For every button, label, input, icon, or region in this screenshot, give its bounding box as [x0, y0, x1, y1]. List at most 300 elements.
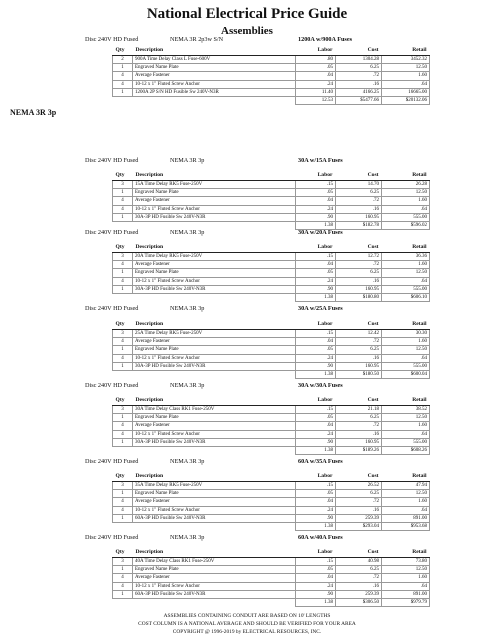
assembly-type: Disc 240V HD Fused: [85, 229, 139, 236]
description-cell: Average Fastener: [133, 498, 296, 506]
qty-header: Qty: [113, 548, 133, 558]
cost-header: Cost: [336, 243, 382, 253]
qty-cell: 1: [113, 490, 133, 498]
total-row: [113, 370, 430, 378]
labor-cell: .04: [296, 498, 336, 506]
total-labor: 1.38: [296, 522, 336, 530]
labor-cell: .05: [296, 566, 336, 574]
assembly-rating: 30A w/25A Fuses: [298, 305, 343, 312]
retail-cell: 47.94: [382, 482, 430, 490]
assembly-type: Disc 240V HD Fused: [85, 382, 139, 389]
qty-cell: 1: [113, 213, 133, 221]
table-header-row: [113, 243, 430, 253]
cost-header: Cost: [336, 396, 382, 406]
description-cell: 10-12 x 1" Fluted Screw Anchor: [133, 277, 296, 285]
description-cell: 30A-3P HD Fusible Sw 240V-N3R: [133, 438, 296, 446]
footer-line-3: COPYRIGHT @ 1996-2019 by ELECTRICAL RESOURCES, INC.: [172, 629, 322, 635]
retail-cell: 12.50: [382, 346, 430, 354]
total-cost: $182.78: [336, 221, 382, 229]
retail-cell: .64: [382, 506, 430, 514]
table-row: [113, 64, 430, 72]
cost-cell: .16: [336, 205, 382, 213]
table-row: [113, 406, 430, 414]
table-header-row: [113, 320, 430, 330]
section-label: NEMA 3R 3p: [10, 108, 57, 117]
assembly-enclosure: NEMA 3R 3p: [170, 382, 205, 389]
assembly-rating: 30A w/30A Fuses: [298, 382, 343, 389]
labor-header: Labor: [296, 320, 336, 330]
description-cell: 35A Time Delay RK5 Fuse-250V: [133, 482, 296, 490]
retail-cell: 12.50: [382, 490, 430, 498]
total-cost: $5477.66: [336, 96, 382, 104]
assembly-table: [112, 320, 430, 379]
description-cell: 10-12 x 1" Fluted Screw Anchor: [133, 80, 296, 88]
qty-cell: 1: [113, 514, 133, 522]
description-cell: 30A-3P HD Fusible Sw 240V-N3R: [133, 362, 296, 370]
description-header: Description: [133, 171, 296, 181]
cost-cell: 40.98: [336, 558, 382, 566]
table-row: [113, 197, 430, 205]
labor-cell: .90: [296, 590, 336, 598]
description-cell: Average Fastener: [133, 422, 296, 430]
labor-cell: .90: [296, 514, 336, 522]
cost-header: Cost: [336, 472, 382, 482]
labor-cell: .24: [296, 582, 336, 590]
labor-cell: .24: [296, 430, 336, 438]
retail-cell: 1.60: [382, 72, 430, 80]
qty-cell: 1: [113, 438, 133, 446]
qty-cell: 4: [113, 261, 133, 269]
table-row: [113, 213, 430, 221]
labor-cell: .24: [296, 205, 336, 213]
cost-cell: 160.95: [336, 285, 382, 293]
description-cell: 40A Time Delay Class RK1 Fuse-250V: [133, 558, 296, 566]
retail-cell: 1.60: [382, 261, 430, 269]
labor-cell: .80: [296, 56, 336, 64]
description-cell: 900A Time Delay Class L Fuse-600V: [133, 56, 296, 64]
table-row: [113, 261, 430, 269]
table-row: [113, 590, 430, 598]
retail-cell: .64: [382, 354, 430, 362]
table-row: [113, 574, 430, 582]
qty-cell: 3: [113, 181, 133, 189]
retail-header: Retail: [382, 320, 430, 330]
retail-cell: 12.50: [382, 566, 430, 574]
description-cell: 1200A 2P S/N HD Fusible Sw 240V-N3R: [133, 88, 296, 96]
table-header-row: [113, 472, 430, 482]
labor-header: Labor: [296, 46, 336, 56]
retail-cell: 555.00: [382, 362, 430, 370]
qty-cell: 3: [113, 482, 133, 490]
labor-cell: .15: [296, 406, 336, 414]
description-cell: Average Fastener: [133, 72, 296, 80]
labor-cell: .04: [296, 261, 336, 269]
total-retail: $600.04: [382, 370, 430, 378]
table-row: [113, 285, 430, 293]
assembly-enclosure: NEMA 3R 3p: [170, 305, 205, 312]
qty-header: Qty: [113, 243, 133, 253]
labor-cell: .15: [296, 558, 336, 566]
table-row: [113, 498, 430, 506]
cost-cell: 259.39: [336, 590, 382, 598]
assembly-table: [112, 171, 430, 230]
qty-header: Qty: [113, 171, 133, 181]
retail-cell: 26.28: [382, 181, 430, 189]
cost-header: Cost: [336, 320, 382, 330]
assembly-rating: 60A w/40A Fuses: [298, 534, 343, 541]
labor-cell: .04: [296, 422, 336, 430]
retail-header: Retail: [382, 472, 430, 482]
qty-cell: 4: [113, 354, 133, 362]
retail-header: Retail: [382, 171, 430, 181]
table-header-row: [113, 171, 430, 181]
table-row: [113, 490, 430, 498]
assembly-rating: 60A w/35A Fuses: [298, 458, 343, 465]
retail-cell: 16665.00: [382, 88, 430, 96]
assembly-type: Disc 240V HD Fused: [85, 36, 139, 43]
qty-cell: 3: [113, 406, 133, 414]
table-row: [113, 330, 430, 338]
cost-cell: .72: [336, 261, 382, 269]
page-title: National Electrical Price Guide: [146, 6, 348, 22]
assembly-enclosure: NEMA 3R 3p: [170, 458, 205, 465]
table-row: [113, 414, 430, 422]
cost-cell: 4166.25: [336, 88, 382, 96]
qty-cell: 4: [113, 582, 133, 590]
retail-header: Retail: [382, 548, 430, 558]
cost-cell: .16: [336, 430, 382, 438]
table-row: [113, 88, 430, 96]
description-header: Description: [133, 46, 296, 56]
table-row: [113, 354, 430, 362]
description-header: Description: [133, 320, 296, 330]
table-row: [113, 566, 430, 574]
labor-cell: .90: [296, 285, 336, 293]
cost-cell: 12.42: [336, 330, 382, 338]
assembly-type: Disc 240V HD Fused: [85, 305, 139, 312]
table-row: [113, 582, 430, 590]
table-row: [113, 80, 430, 88]
total-cost: $180.50: [336, 370, 382, 378]
labor-cell: .90: [296, 438, 336, 446]
qty-header: Qty: [113, 46, 133, 56]
qty-cell: 1: [113, 88, 133, 96]
qty-cell: 4: [113, 574, 133, 582]
qty-cell: 4: [113, 205, 133, 213]
labor-cell: .24: [296, 277, 336, 285]
table-row: [113, 253, 430, 261]
total-labor: 1.38: [296, 446, 336, 454]
retail-cell: 12.50: [382, 64, 430, 72]
qty-cell: 4: [113, 506, 133, 514]
labor-cell: .05: [296, 346, 336, 354]
cost-cell: 160.95: [336, 213, 382, 221]
description-cell: 20A Time Delay RK5 Fuse-250V: [133, 253, 296, 261]
labor-header: Labor: [296, 472, 336, 482]
total-retail: $596.02: [382, 221, 430, 229]
retail-header: Retail: [382, 46, 430, 56]
description-cell: 10-12 x 1" Fluted Screw Anchor: [133, 430, 296, 438]
qty-cell: 1: [113, 285, 133, 293]
total-retail: $20132.06: [382, 96, 430, 104]
footer-line-2: COST COLUMN IS A NATIONAL AVERAGE AND SHOULD BE VERIFIED FOR YOUR AREA: [138, 621, 356, 627]
cost-header: Cost: [336, 171, 382, 181]
cost-cell: 26.52: [336, 482, 382, 490]
retail-cell: .64: [382, 582, 430, 590]
cost-cell: .72: [336, 338, 382, 346]
qty-cell: 1: [113, 590, 133, 598]
labor-cell: .15: [296, 181, 336, 189]
labor-cell: .05: [296, 64, 336, 72]
table-row: [113, 269, 430, 277]
retail-cell: 1.60: [382, 422, 430, 430]
qty-cell: 1: [113, 269, 133, 277]
cost-cell: 259.39: [336, 514, 382, 522]
labor-cell: .90: [296, 362, 336, 370]
cost-cell: .16: [336, 354, 382, 362]
labor-cell: .15: [296, 482, 336, 490]
qty-cell: 2: [113, 56, 133, 64]
cost-cell: 6.25: [336, 566, 382, 574]
description-cell: Engraved Name Plate: [133, 490, 296, 498]
labor-cell: .05: [296, 414, 336, 422]
labor-cell: .04: [296, 574, 336, 582]
labor-header: Labor: [296, 548, 336, 558]
table-row: [113, 205, 430, 213]
assembly-table: [112, 396, 430, 455]
qty-cell: 4: [113, 338, 133, 346]
retail-cell: 555.00: [382, 213, 430, 221]
qty-cell: 1: [113, 189, 133, 197]
cost-cell: 12.72: [336, 253, 382, 261]
table-header-row: [113, 46, 430, 56]
assembly-rating: 1200A w/900A Fuses: [298, 36, 352, 43]
table-row: [113, 506, 430, 514]
cost-cell: 21.18: [336, 406, 382, 414]
cost-cell: 6.25: [336, 414, 382, 422]
assembly-type: Disc 240V HD Fused: [85, 458, 139, 465]
description-cell: Engraved Name Plate: [133, 566, 296, 574]
cost-header: Cost: [336, 548, 382, 558]
qty-cell: 4: [113, 277, 133, 285]
total-labor: 1.38: [296, 293, 336, 301]
qty-cell: 1: [113, 64, 133, 72]
retail-cell: 555.00: [382, 285, 430, 293]
retail-cell: 1.60: [382, 498, 430, 506]
description-cell: Engraved Name Plate: [133, 346, 296, 354]
labor-cell: .90: [296, 213, 336, 221]
cost-cell: .72: [336, 574, 382, 582]
description-cell: Average Fastener: [133, 197, 296, 205]
assembly-enclosure: NEMA 3R 3p: [170, 229, 205, 236]
total-retail: $608.26: [382, 446, 430, 454]
total-row: [113, 446, 430, 454]
labor-cell: .24: [296, 506, 336, 514]
total-retail: $979.79: [382, 598, 430, 606]
labor-cell: .05: [296, 269, 336, 277]
qty-header: Qty: [113, 396, 133, 406]
assembly-table: [112, 243, 430, 302]
assembly-table: [112, 46, 430, 105]
description-cell: 30A-3P HD Fusible Sw 240V-N3R: [133, 213, 296, 221]
retail-cell: 12.50: [382, 414, 430, 422]
description-cell: Average Fastener: [133, 261, 296, 269]
cost-cell: .72: [336, 422, 382, 430]
table-row: [113, 514, 430, 522]
footer-line-1: ASSEMBLIES CONTAINING CONDUIT ARE BASED ON 10' LENGTHS: [163, 613, 331, 619]
table-row: [113, 56, 430, 64]
qty-cell: 1: [113, 346, 133, 354]
total-row: [113, 598, 430, 606]
assembly-rating: 30A w/20A Fuses: [298, 229, 343, 236]
retail-cell: 36.36: [382, 253, 430, 261]
description-cell: 10-12 x 1" Fluted Screw Anchor: [133, 354, 296, 362]
description-header: Description: [133, 243, 296, 253]
cost-cell: 6.25: [336, 269, 382, 277]
retail-cell: 12.50: [382, 269, 430, 277]
qty-cell: 4: [113, 430, 133, 438]
description-cell: Engraved Name Plate: [133, 189, 296, 197]
total-cost: $180.80: [336, 293, 382, 301]
total-retail: $606.10: [382, 293, 430, 301]
cost-cell: 6.25: [336, 64, 382, 72]
total-labor: 1.38: [296, 370, 336, 378]
labor-cell: .04: [296, 197, 336, 205]
retail-cell: 3452.32: [382, 56, 430, 64]
labor-header: Labor: [296, 243, 336, 253]
table-header-row: [113, 548, 430, 558]
assembly-table: [112, 472, 430, 531]
cost-cell: .16: [336, 582, 382, 590]
table-row: [113, 558, 430, 566]
description-cell: Average Fastener: [133, 574, 296, 582]
qty-cell: 4: [113, 197, 133, 205]
qty-cell: 3: [113, 330, 133, 338]
cost-cell: .16: [336, 80, 382, 88]
total-cost: $293.04: [336, 522, 382, 530]
assembly-enclosure: NEMA 3R 3p: [170, 157, 205, 164]
qty-cell: 1: [113, 362, 133, 370]
description-cell: 10-12 x 1" Fluted Screw Anchor: [133, 205, 296, 213]
qty-cell: 4: [113, 498, 133, 506]
labor-cell: .05: [296, 490, 336, 498]
total-row: [113, 221, 430, 229]
retail-cell: .64: [382, 80, 430, 88]
table-row: [113, 438, 430, 446]
table-header-row: [113, 396, 430, 406]
total-labor: 12.53: [296, 96, 336, 104]
labor-cell: .04: [296, 338, 336, 346]
cost-cell: 160.95: [336, 362, 382, 370]
total-retail: $953.68: [382, 522, 430, 530]
labor-cell: .24: [296, 354, 336, 362]
qty-header: Qty: [113, 320, 133, 330]
retail-cell: .64: [382, 277, 430, 285]
description-header: Description: [133, 548, 296, 558]
description-cell: 25A Time Delay RK5 Fuse-250V: [133, 330, 296, 338]
total-labor: 1.38: [296, 598, 336, 606]
description-cell: Engraved Name Plate: [133, 269, 296, 277]
table-row: [113, 189, 430, 197]
table-row: [113, 338, 430, 346]
retail-header: Retail: [382, 396, 430, 406]
description-cell: 60A-3P HD Fusible Sw 240V-N3R: [133, 590, 296, 598]
retail-cell: 38.52: [382, 406, 430, 414]
qty-cell: 1: [113, 414, 133, 422]
cost-cell: 1304.28: [336, 56, 382, 64]
retail-cell: 891.00: [382, 514, 430, 522]
labor-cell: .15: [296, 330, 336, 338]
cost-cell: 160.95: [336, 438, 382, 446]
description-cell: 10-12 x 1" Fluted Screw Anchor: [133, 506, 296, 514]
retail-cell: 1.60: [382, 574, 430, 582]
cost-cell: 6.25: [336, 346, 382, 354]
cost-cell: .72: [336, 498, 382, 506]
assembly-table: [112, 548, 430, 607]
cost-cell: .72: [336, 197, 382, 205]
labor-cell: .04: [296, 72, 336, 80]
retail-cell: .64: [382, 430, 430, 438]
labor-cell: .24: [296, 80, 336, 88]
qty-cell: 4: [113, 72, 133, 80]
retail-cell: .64: [382, 205, 430, 213]
description-cell: 30A Time Delay Class RK1 Fuse-250V: [133, 406, 296, 414]
table-row: [113, 422, 430, 430]
cost-header: Cost: [336, 46, 382, 56]
description-cell: 30A-3P HD Fusible Sw 240V-N3R: [133, 285, 296, 293]
description-cell: 15A Time Delay RK5 Fuse-250V: [133, 181, 296, 189]
qty-cell: 4: [113, 422, 133, 430]
table-row: [113, 430, 430, 438]
description-cell: Engraved Name Plate: [133, 414, 296, 422]
table-row: [113, 72, 430, 80]
cost-cell: .72: [336, 72, 382, 80]
labor-header: Labor: [296, 396, 336, 406]
cost-cell: 14.70: [336, 181, 382, 189]
retail-cell: 12.50: [382, 189, 430, 197]
qty-cell: 3: [113, 253, 133, 261]
description-cell: Average Fastener: [133, 338, 296, 346]
description-header: Description: [133, 472, 296, 482]
table-row: [113, 482, 430, 490]
retail-cell: 73.80: [382, 558, 430, 566]
description-cell: Engraved Name Plate: [133, 64, 296, 72]
qty-cell: 3: [113, 558, 133, 566]
qty-header: Qty: [113, 472, 133, 482]
table-row: [113, 362, 430, 370]
labor-cell: .05: [296, 189, 336, 197]
description-cell: 60A-3P HD Fusible Sw 240V-N3R: [133, 514, 296, 522]
table-row: [113, 181, 430, 189]
cost-cell: 6.25: [336, 189, 382, 197]
retail-cell: 30.30: [382, 330, 430, 338]
cost-cell: .16: [336, 277, 382, 285]
page-subtitle: Assemblies: [221, 25, 273, 37]
qty-cell: 4: [113, 80, 133, 88]
labor-header: Labor: [296, 171, 336, 181]
assembly-type: Disc 240V HD Fused: [85, 534, 139, 541]
total-row: [113, 96, 430, 104]
retail-header: Retail: [382, 243, 430, 253]
cost-cell: .16: [336, 506, 382, 514]
table-row: [113, 346, 430, 354]
retail-cell: 891.00: [382, 590, 430, 598]
assembly-type: Disc 240V HD Fused: [85, 157, 139, 164]
total-labor: 1.38: [296, 221, 336, 229]
retail-cell: 555.00: [382, 438, 430, 446]
table-row: [113, 277, 430, 285]
assembly-rating: 30A w/15A Fuses: [298, 157, 343, 164]
